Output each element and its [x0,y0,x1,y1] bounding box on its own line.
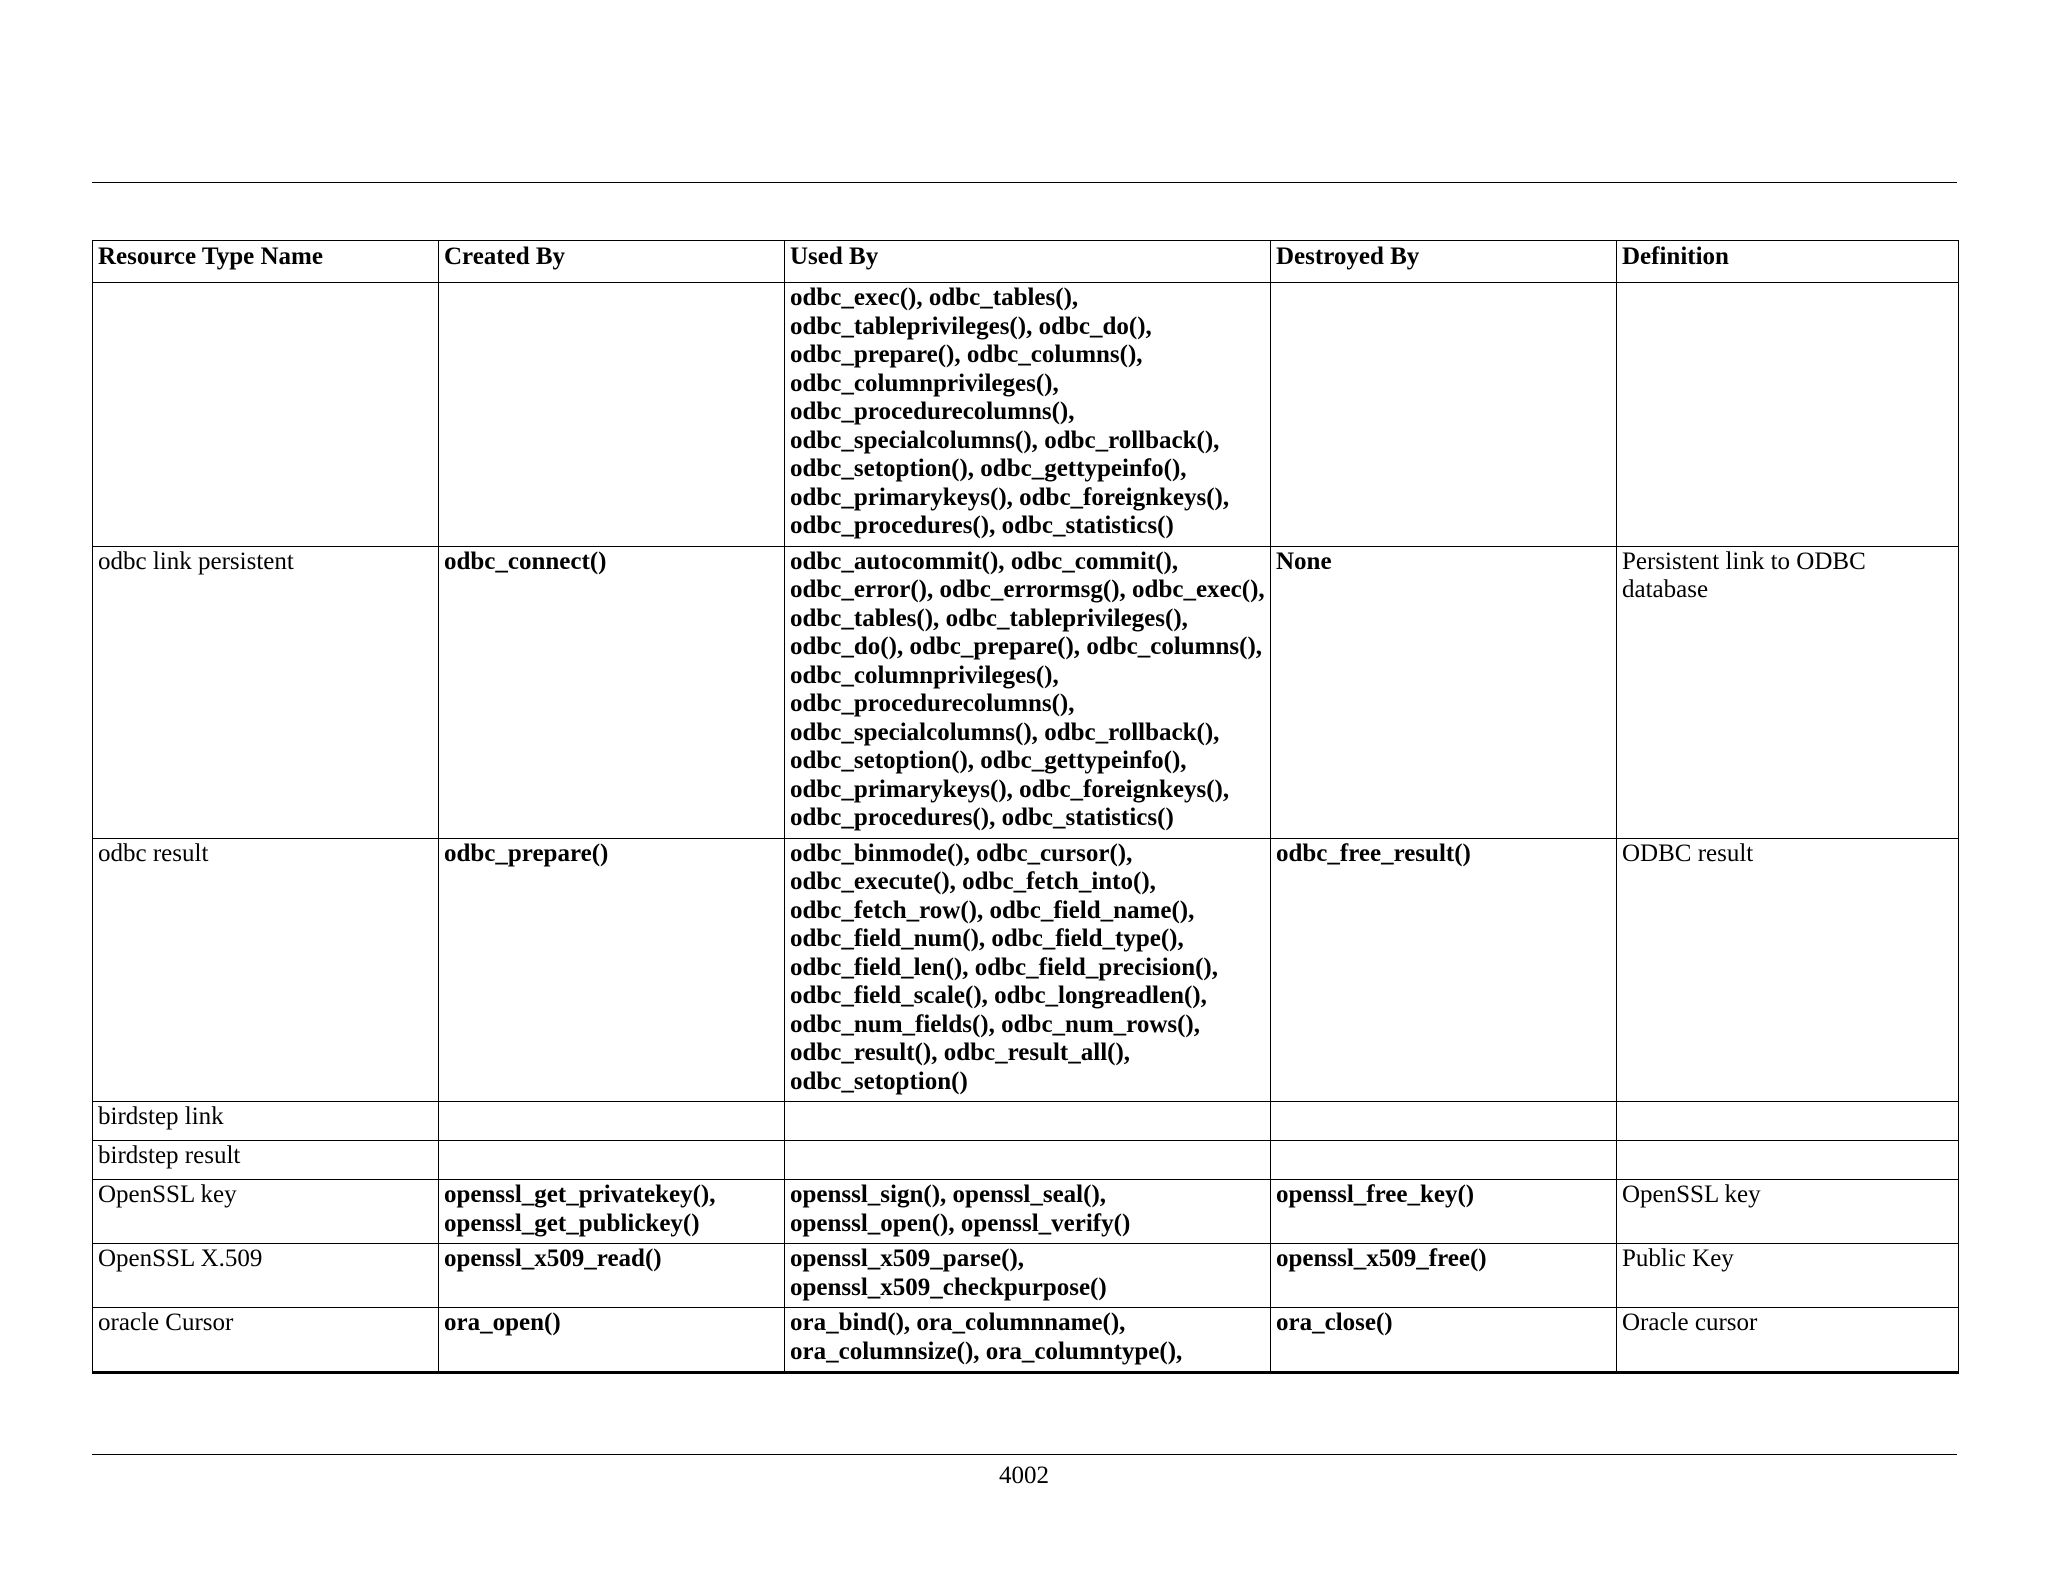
used-by-function: odbc_do(), [790,633,904,660]
used-by-function: odbc_exec(), [790,284,923,311]
cell-used-by [785,546,1271,838]
used-by-function: odbc_field_precision(), [974,953,1219,981]
used-by-function: odbc_columnprivileges(), [790,369,1059,397]
cell-definition: Public Key [1617,1244,1959,1308]
cell-used-by [785,1141,1271,1180]
cell-used-by [785,283,1271,547]
cell-resource-type-name: birdstep link [93,1102,439,1141]
used-by-function: odbc_commit(), [1010,547,1179,575]
used-by-function: openssl_x509_parse(), [790,1245,1025,1272]
column-header-resource-type-name: Resource Type Name [93,241,439,283]
used-by-function: ora_columntype(), [985,1337,1183,1365]
used-by-function: odbc_execute(), [790,868,956,895]
cell-created-by: odbc_prepare() [439,838,785,1102]
used-by-function: odbc_specialcolumns(), [790,426,1038,454]
cell-created-by: odbc_connect() [439,546,785,838]
cell-definition: ODBC result [1617,838,1959,1102]
resource-types-table [92,240,1959,1374]
used-by-function: odbc_field_len(), [790,953,969,981]
used-by-function: odbc_binmode(), [790,839,970,867]
used-by-function: odbc_rollback(), [1044,426,1220,454]
used-by-function: odbc_tableprivileges(), [790,312,1033,340]
table-row [93,838,1959,1102]
used-by-function: odbc_longreadlen(), [994,982,1207,1009]
used-by-function: odbc_gettypeinfo(), [980,747,1187,774]
bottom-rule [92,1454,1957,1455]
cell-definition [1617,1141,1959,1180]
column-header-used-by: Used By [785,241,1271,283]
used-by-function: odbc_procedures(), odbc_statistics() [790,804,1174,831]
cell-destroyed-by [1271,283,1617,547]
used-by-function: openssl_x509_checkpurpose() [790,1273,1107,1301]
used-by-function: odbc_field_scale(), [790,982,988,1009]
cell-resource-type-name: oracle Cursor [93,1308,439,1373]
used-by-function: odbc_fetch_into(), [962,868,1156,895]
used-by-function: odbc_primarykeys(), [790,775,1013,803]
used-by-function: odbc_columns(), [966,341,1143,368]
column-header-definition: Definition [1617,241,1959,283]
cell-definition [1617,1102,1959,1141]
used-by-function: odbc_tables(), [790,604,940,632]
used-by-function: odbc_fetch_row(), [790,896,984,924]
used-by-function: ora_columnsize(), [790,1337,980,1365]
cell-used-by [785,1308,1271,1373]
table-row [93,1180,1959,1244]
used-by-function: odbc_num_rows(), [1001,1010,1201,1038]
cell-resource-type-name: OpenSSL X.509 [93,1244,439,1308]
used-by-function: odbc_tableprivileges(), [945,604,1188,632]
cell-resource-type-name: birdstep result [93,1141,439,1180]
used-by-function: odbc_num_fields(), [790,1010,995,1038]
cell-destroyed-by [1271,1102,1617,1141]
used-by-function: openssl_sign(), [790,1181,947,1208]
table-row [93,1244,1959,1308]
used-by-function: odbc_procedurecolumns(), [790,398,1075,425]
cell-created-by: ora_open() [439,1308,785,1373]
cell-created-by: openssl_x509_read() [439,1244,785,1308]
used-by-function: odbc_setoption(), [790,455,975,482]
used-by-function: odbc_rollback(), [1044,718,1220,746]
cell-destroyed-by: openssl_free_key() [1271,1180,1617,1244]
used-by-function: odbc_error(), [790,576,934,603]
cell-definition: Persistent link to ODBC database [1617,546,1959,838]
used-by-function: ora_bind(), [790,1309,911,1336]
table-row [93,1102,1959,1141]
used-by-function: odbc_foreignkeys(), [1019,483,1230,511]
cell-created-by: openssl_get_privatekey(), openssl_get_publickey() [439,1180,785,1244]
cell-destroyed-by: odbc_free_result() [1271,838,1617,1102]
cell-resource-type-name: odbc result [93,838,439,1102]
cell-created-by [439,1141,785,1180]
cell-used-by [785,838,1271,1102]
cell-destroyed-by: None [1271,546,1617,838]
used-by-function: odbc_exec(), [1132,576,1265,603]
cell-resource-type-name [93,283,439,547]
used-by-function: odbc_specialcolumns(), [790,718,1038,746]
used-by-function: odbc_field_num(), [790,925,986,952]
table-row [93,1141,1959,1180]
used-by-function: odbc_field_type(), [991,925,1184,952]
table-row [93,546,1959,838]
used-by-function: odbc_primarykeys(), [790,483,1013,511]
table-row [93,1308,1959,1373]
used-by-function: openssl_seal(), [952,1181,1107,1208]
used-by-function: odbc_columns(), [1086,633,1263,660]
cell-destroyed-by: ora_close() [1271,1308,1617,1373]
table-row [93,283,1959,547]
used-by-function: odbc_prepare(), [790,341,961,368]
cell-resource-type-name: odbc link persistent [93,546,439,838]
used-by-function: odbc_setoption() [790,1067,968,1095]
used-by-function: odbc_prepare(), [909,633,1081,660]
cell-used-by [785,1102,1271,1141]
used-by-function: odbc_procedures(), odbc_statistics() [790,512,1174,539]
cell-definition [1617,283,1959,547]
used-by-function: odbc_columnprivileges(), [790,661,1059,689]
column-header-created-by: Created By [439,241,785,283]
cell-created-by [439,283,785,547]
page-number: 4002 [999,1462,1049,1489]
cell-created-by [439,1102,785,1141]
cell-used-by [785,1180,1271,1244]
used-by-function: odbc_foreignkeys(), [1019,775,1230,803]
cell-definition: Oracle cursor [1617,1308,1959,1373]
table-header-row [93,241,1959,283]
cell-used-by [785,1244,1271,1308]
used-by-function: odbc_do(), [1038,312,1152,340]
used-by-function: odbc_result_all(), [943,1039,1131,1066]
column-header-destroyed-by: Destroyed By [1271,241,1617,283]
used-by-function: odbc_procedurecolumns(), [790,690,1075,717]
used-by-function: odbc_tables(), [928,284,1079,311]
used-by-function: odbc_gettypeinfo(), [980,455,1187,482]
used-by-function: odbc_setoption(), [790,747,975,774]
used-by-function: ora_columnname(), [916,1309,1126,1336]
cell-destroyed-by: openssl_x509_free() [1271,1244,1617,1308]
cell-definition: OpenSSL key [1617,1180,1959,1244]
used-by-function: odbc_errormsg(), [939,576,1126,603]
used-by-function: odbc_cursor(), [976,839,1133,867]
cell-destroyed-by [1271,1141,1617,1180]
used-by-function: openssl_open(), openssl_verify() [790,1209,1131,1237]
used-by-function: odbc_autocommit(), [790,547,1005,575]
used-by-function: odbc_field_name(), [989,896,1195,924]
used-by-function: odbc_result(), [790,1039,938,1066]
cell-resource-type-name: OpenSSL key [93,1180,439,1244]
top-rule [92,182,1957,183]
